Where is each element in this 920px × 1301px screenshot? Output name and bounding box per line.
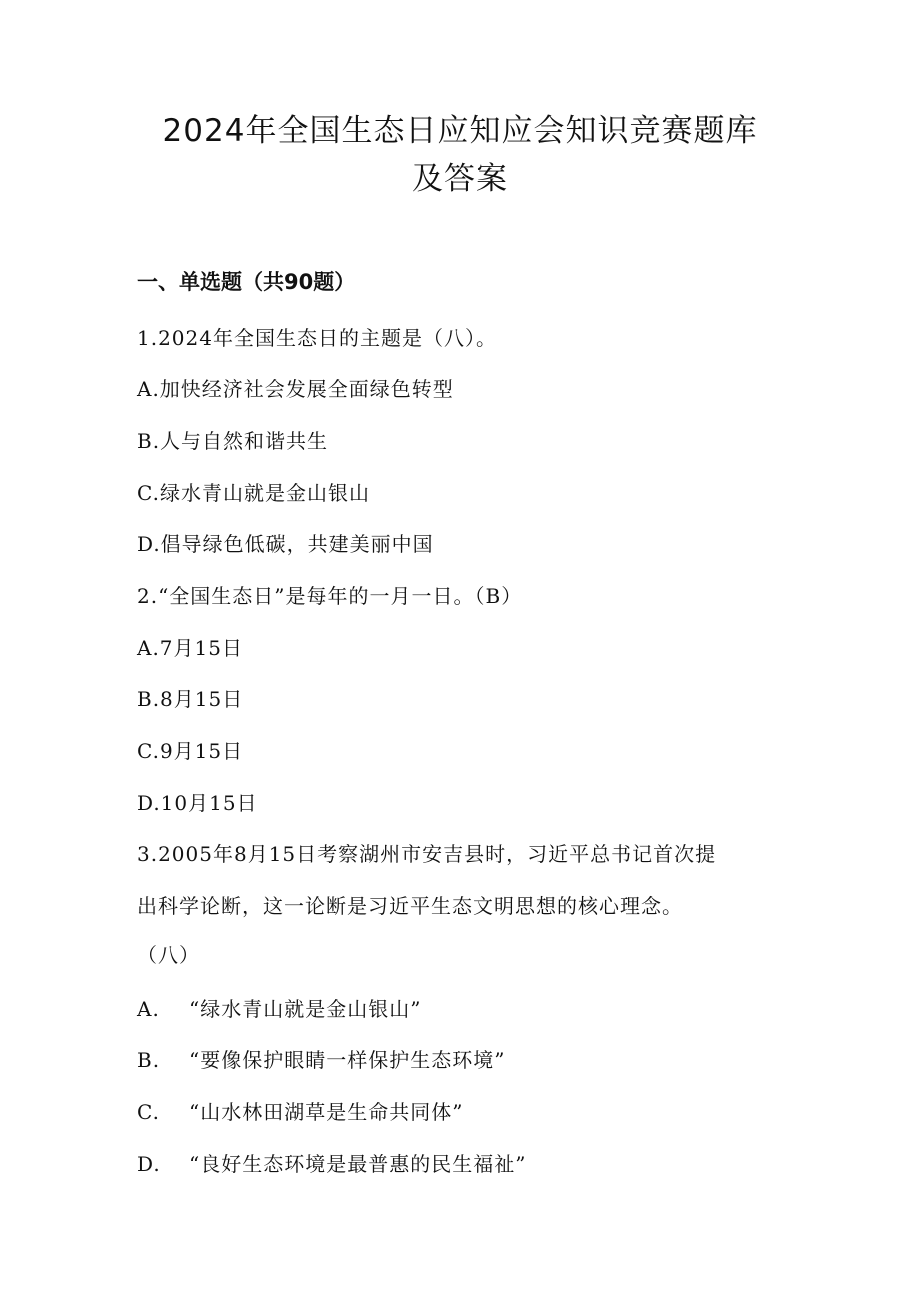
question-2-option-a: A.7月15日: [137, 636, 243, 660]
question-2-option-b: B.8月15日: [137, 687, 244, 711]
question-3-option-a: [137, 991, 421, 1027]
section-heading: 一、单选题（共90题）: [137, 270, 356, 294]
question-3-option-b: [137, 1042, 505, 1078]
question-2-stem: 2.“全国生态日”是每年的一月一日。（B）: [137, 584, 523, 608]
question-3-stem-line-1: 3.2005年8月15日考察湖州市安吉县时，习近平总书记首次提: [137, 842, 717, 866]
question-3-stem-line-3: （八）: [137, 943, 200, 967]
option-label: A.: [137, 997, 160, 1021]
option-label: D.: [137, 1152, 161, 1176]
document-title-line-2: 及答案: [412, 161, 508, 197]
question-1-option-d: D.倡导绿色低碳，共建美丽中国: [137, 532, 434, 556]
question-2-option-d: D.10月15日: [137, 791, 258, 815]
option-text: “良好生态环境是最普惠的民生福祉”: [189, 1152, 527, 1176]
option-label: C.: [137, 1100, 160, 1124]
question-1-option-c: C.绿水青山就是金山银山: [137, 481, 370, 505]
question-1-option-b: B.人与自然和谐共生: [137, 429, 329, 453]
document-title-line-1: 2024年全国生态日应知应会知识竞赛题库: [162, 113, 758, 149]
option-label: B.: [137, 1048, 161, 1072]
option-text: “绿水青山就是金山银山”: [189, 997, 422, 1021]
question-1-option-a: A.加快经济社会发展全面绿色转型: [137, 377, 454, 401]
question-1-stem: 1.2024年全国生态日的主题是（八）。: [137, 326, 497, 350]
option-text: “山水林田湖草是生命共同体”: [189, 1100, 464, 1124]
question-3-option-d: [137, 1146, 526, 1182]
question-3-stem-line-2: 出科学论断，这一论断是习近平生态文明思想的核心理念。: [137, 894, 683, 918]
option-text: “要像保护眼睛一样保护生态环境”: [189, 1048, 506, 1072]
question-3-option-c: [137, 1094, 463, 1130]
question-2-option-c: C.9月15日: [137, 739, 244, 763]
